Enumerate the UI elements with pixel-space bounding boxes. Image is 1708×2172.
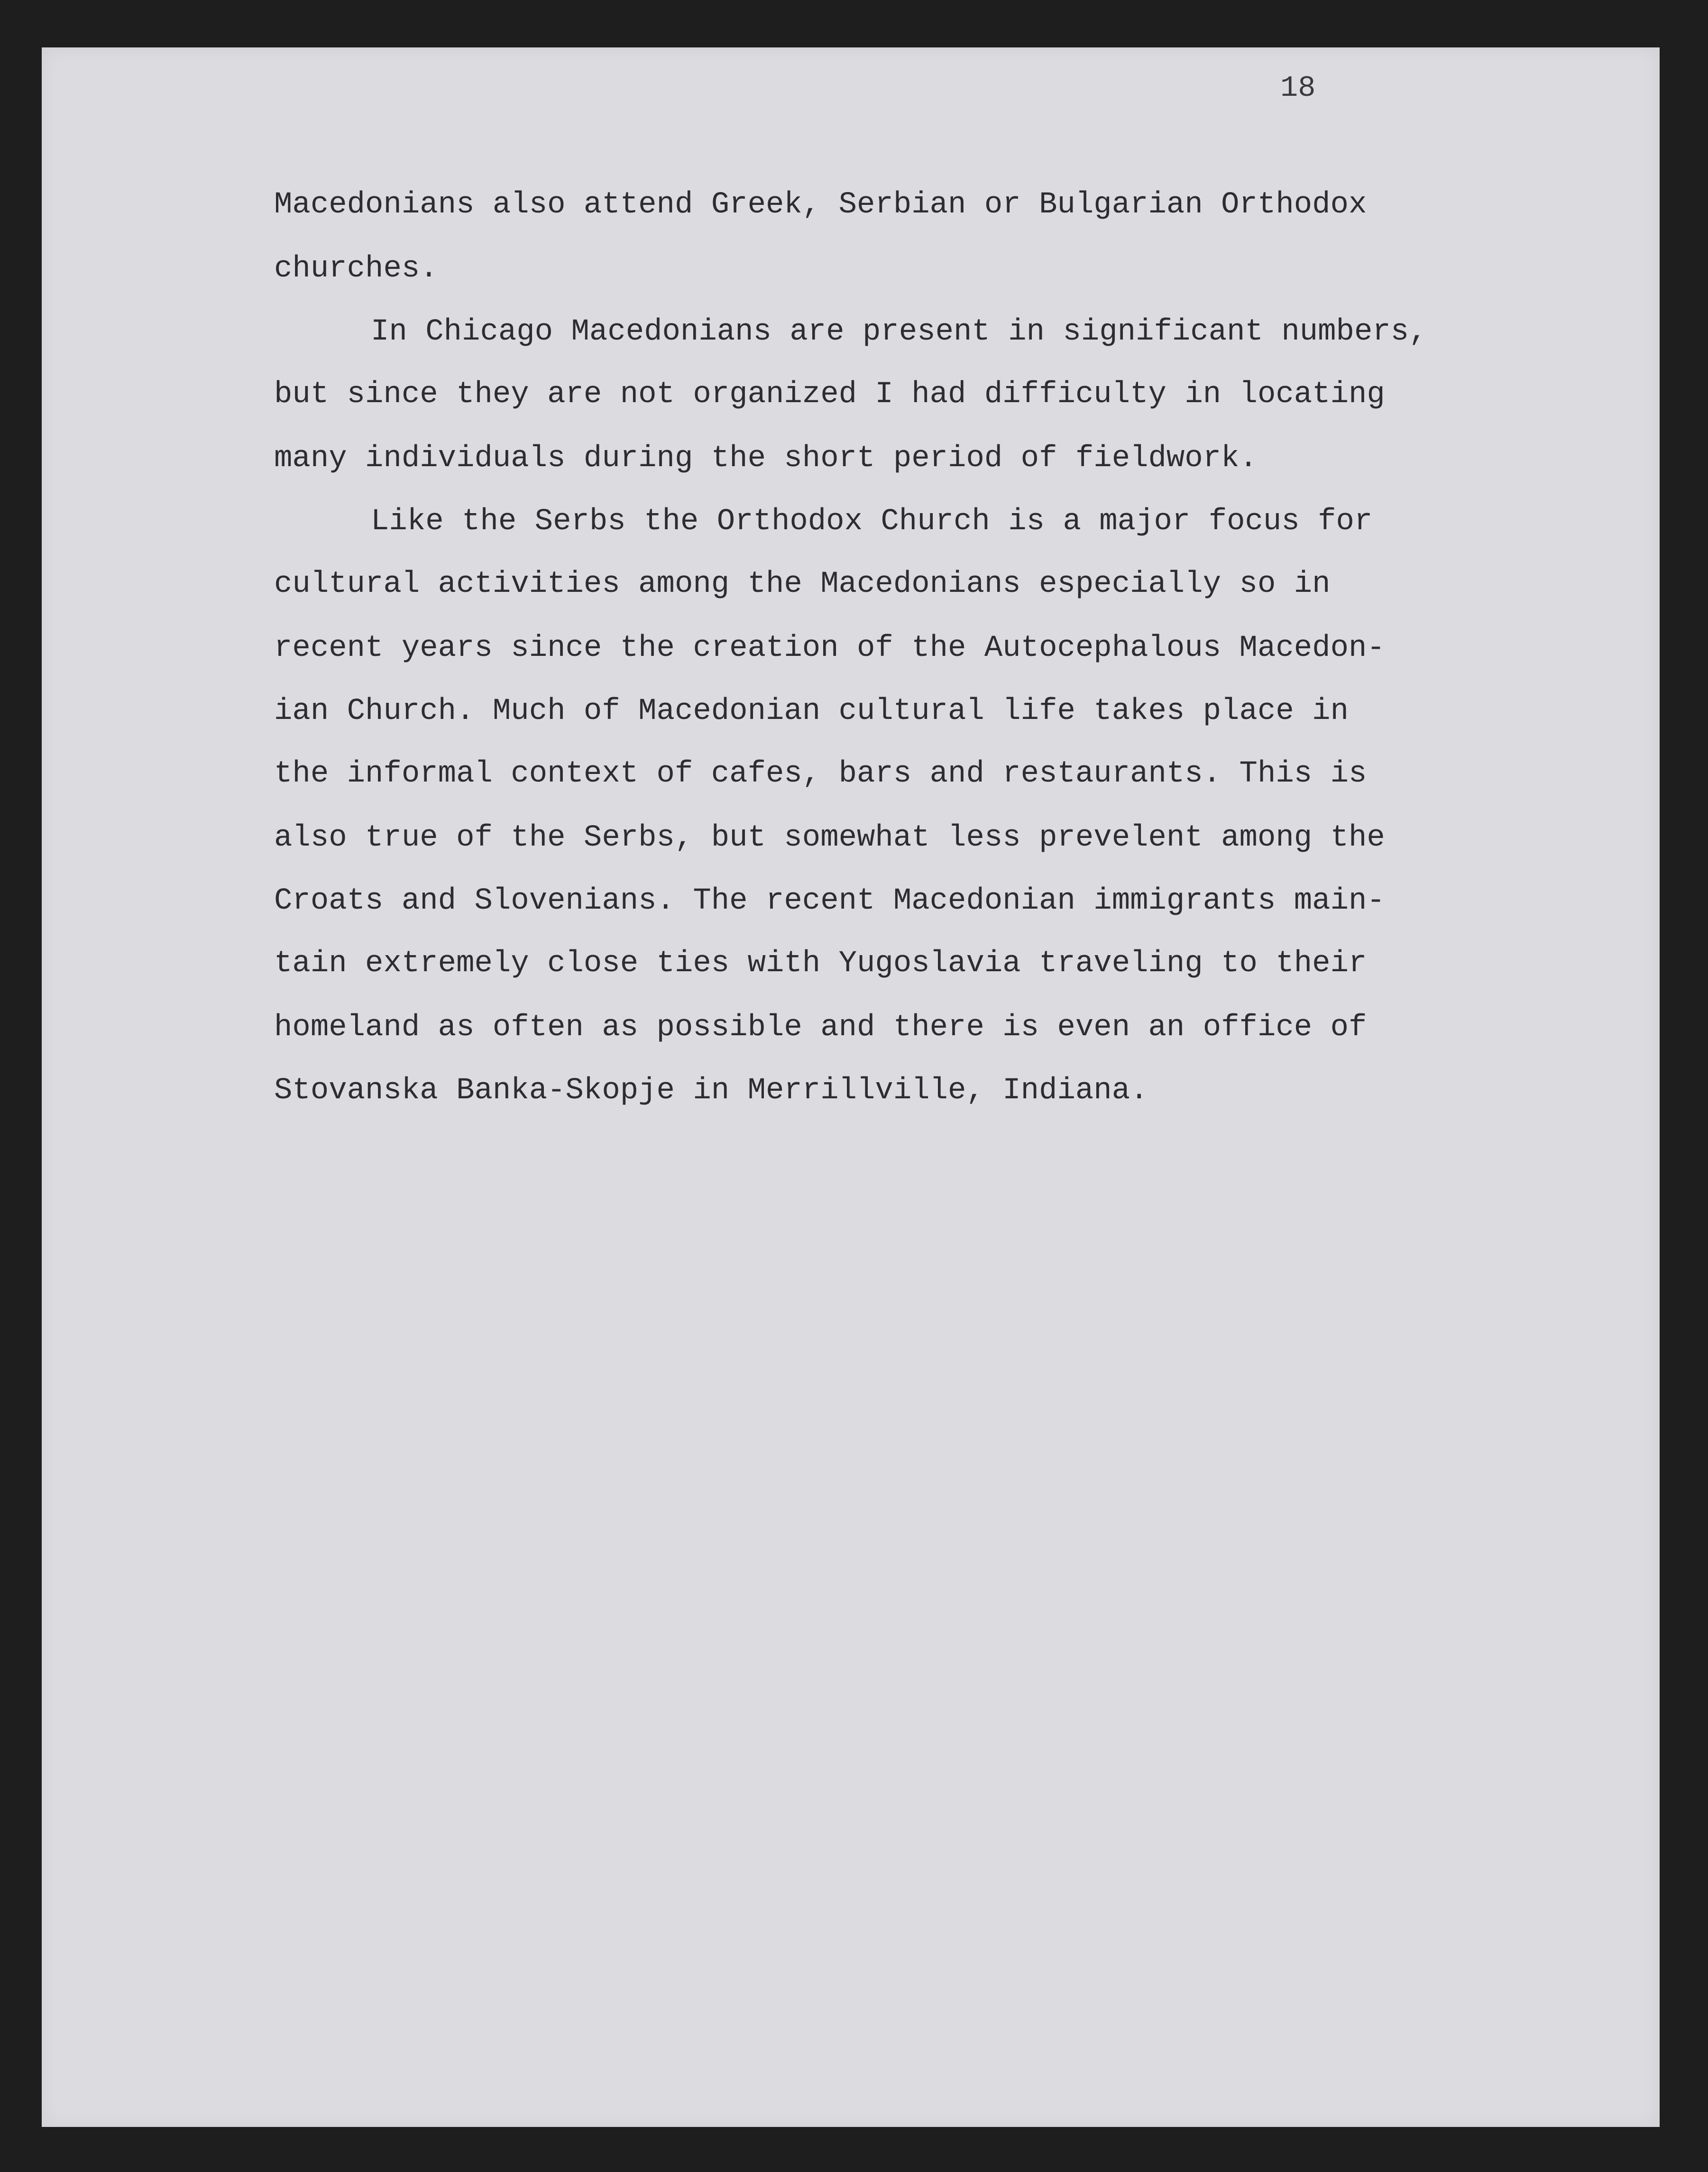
text-line-2: churches. (274, 252, 438, 286)
text-line-15: Stovanska Banka-Skopje in Merrillville, Indiana. (274, 1074, 1148, 1108)
page-number: 18 (1280, 71, 1316, 105)
text-line-7: cultural activities among the Macedonians especially so in (274, 567, 1331, 601)
text-line-11: also true of the Serbs, but somewhat less prevelent among the (274, 821, 1385, 855)
text-line-8: recent years since the creation of the Autocephalous Macedon- (274, 631, 1385, 665)
text-line-6: Like the Serbs the Orthodox Church is a major focus for (371, 505, 1373, 539)
text-line-13: tain extremely close ties with Yugoslavia traveling to their (274, 947, 1367, 981)
text-line-9: ian Church. Much of Macedonian cultural life takes place in (274, 694, 1349, 728)
text-line-3: In Chicago Macedonians are present in significant numbers, (371, 315, 1427, 349)
text-line-10: the informal context of cafes, bars and restaurants. This is (274, 757, 1367, 791)
text-line-5: many individuals during the short period of fieldwork. (274, 442, 1258, 476)
text-line-4: but since they are not organized I had difficulty in locating (274, 377, 1385, 412)
text-line-1: Macedonians also attend Greek, Serbian or Bulgarian Orthodox (274, 188, 1367, 222)
text-line-14: homeland as often as possible and there is even an office of (274, 1011, 1367, 1045)
text-line-12: Croats and Slovenians. The recent Macedonian immigrants main- (274, 884, 1385, 918)
